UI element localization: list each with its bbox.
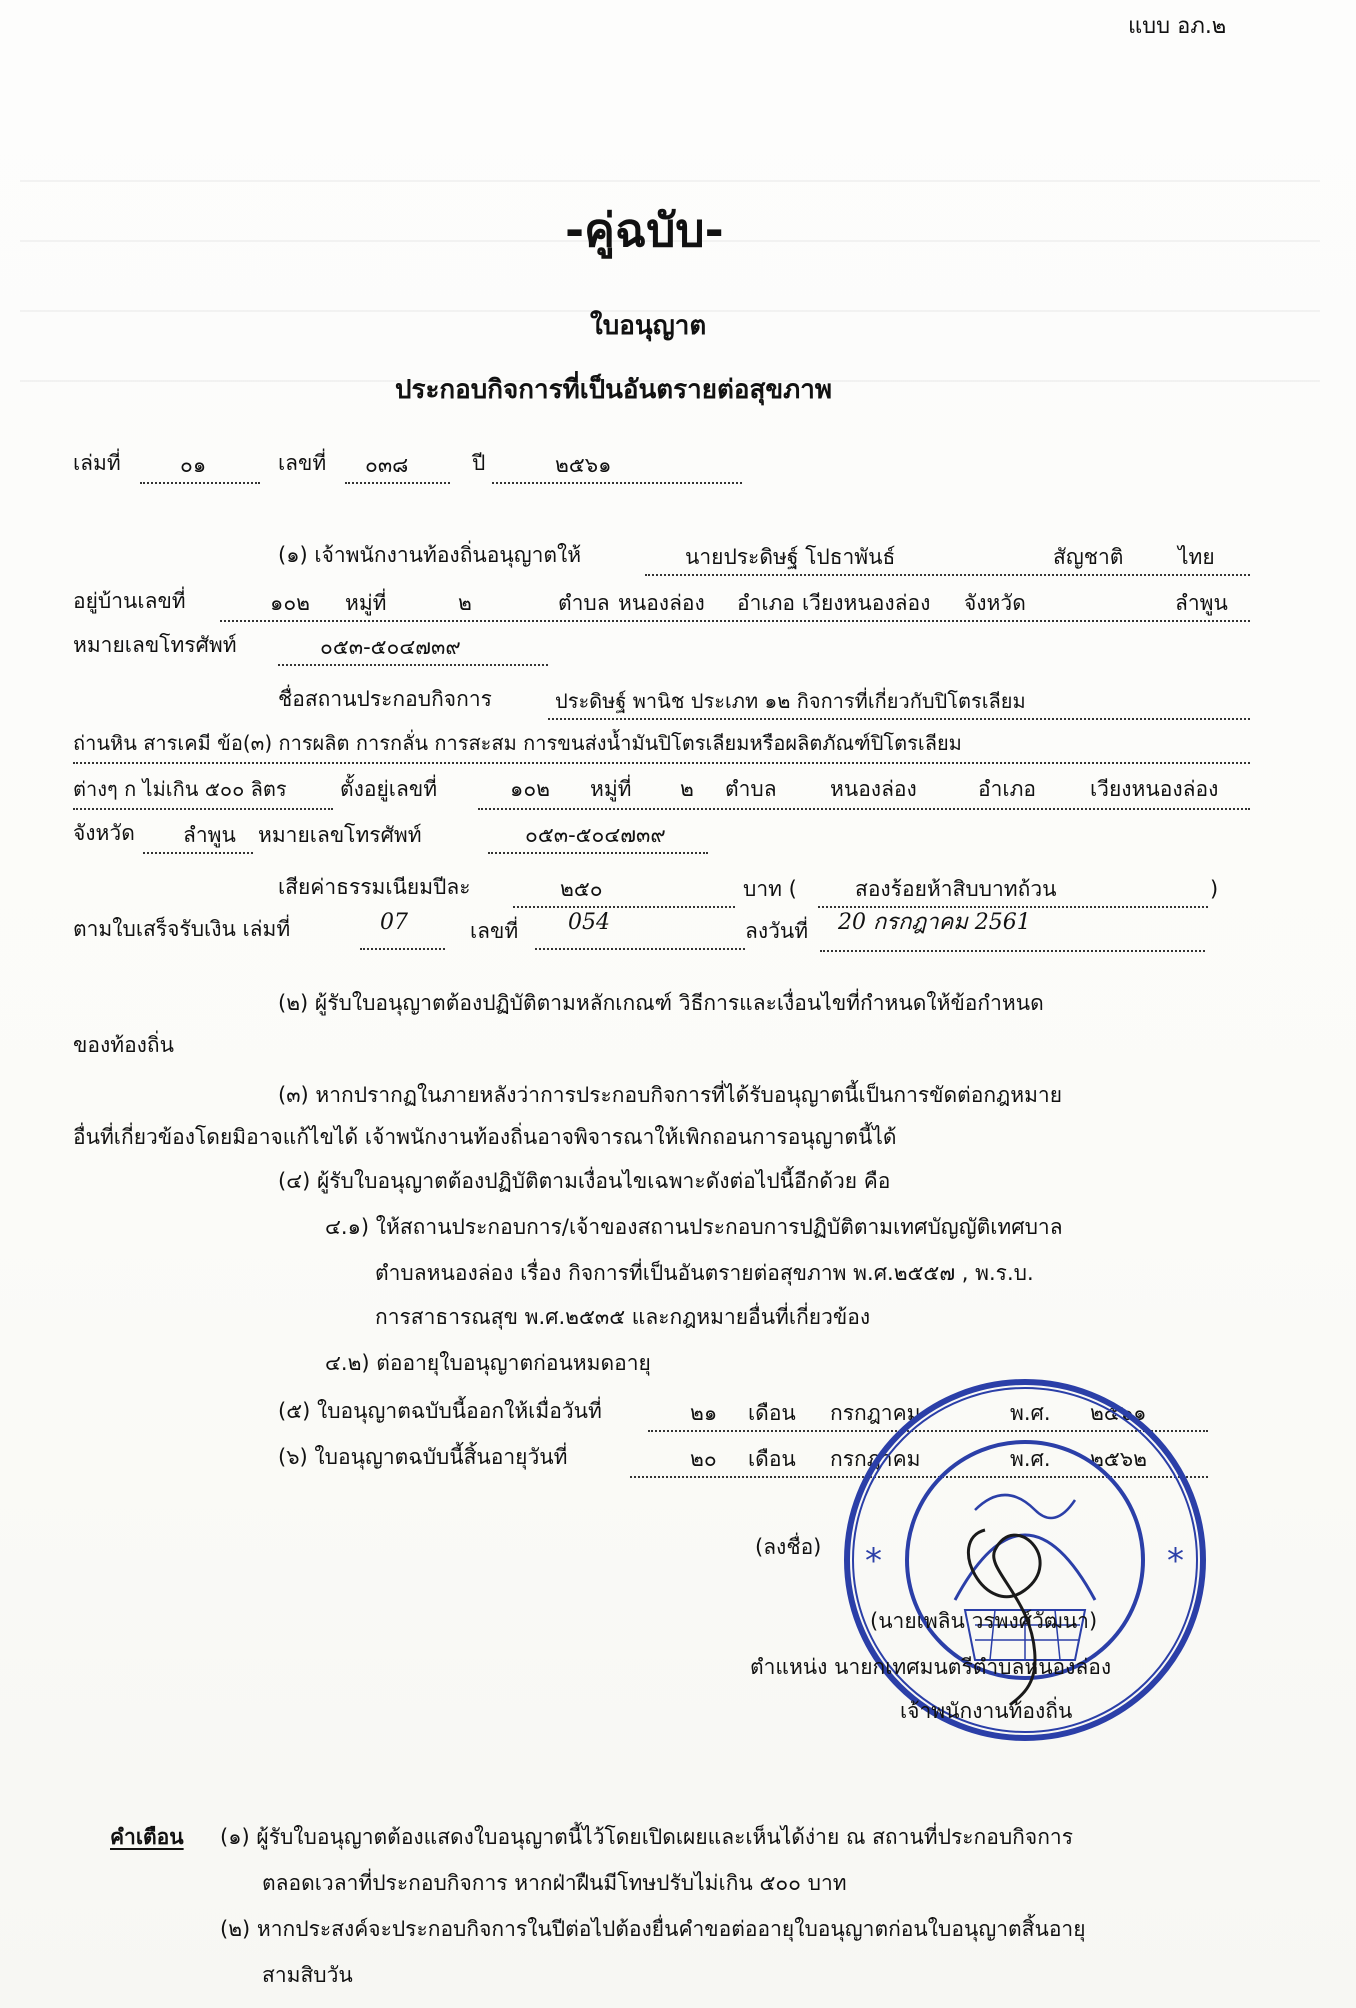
business-moo-label: หมู่ที่ — [590, 777, 632, 801]
para4-1-line1: ๔.๑) ให้สถานประกอบการ/เจ้าของสถานประกอบการปฏิบัติตามเทศบัญญัติเทศบาล — [325, 1215, 1063, 1239]
sign-label: (ลงชื่อ) — [755, 1535, 822, 1559]
svg-text:*: * — [865, 1541, 882, 1581]
moo-value: ๒ — [458, 591, 472, 615]
signer-role: เจ้าพนักงานท้องถิ่น — [900, 1699, 1073, 1723]
para3-line2: อื่นที่เกี่ยวข้องโดยมิอาจแก้ไขได้ เจ้าพนักงานท้องถิ่นอาจพิจารณาให้เพิกถอนการอนุญาตนี้ได้ — [73, 1125, 897, 1149]
warning-2-line2: สามสิบวัน — [262, 1963, 353, 1987]
business-province-label: จังหวัด — [73, 821, 135, 845]
business-line2: ถ่านหิน สารเคมี ข้อ(๓) การผลิต การกลั่น การสะสม การขนส่งน้ำมันปิโตรเลียมหรือผลิตภัณฑ์ปิโตรเลียม — [73, 731, 962, 755]
signer-position: ตำแหน่ง นายกเทศมนตรีตำบลหนองล่อง — [750, 1655, 1112, 1679]
phone-value: ๐๕๓-๕๐๔๗๓๙ — [320, 635, 461, 659]
form-code: แบบ อภ.๒ — [1128, 14, 1227, 39]
warning-1-line2: ตลอดเวลาที่ประกอบกิจการ หากฝ่าฝืนมีโทษปรับไม่เกิน ๕๐๐ บาท — [262, 1871, 847, 1895]
receipt-date-label: ลงวันที่ — [745, 919, 809, 943]
receipt-date: 20 กรกฎาคม 2561 — [838, 910, 1031, 935]
business-line3: ต่างๆ ก ไม่เกิน ๕๐๐ ลิตร — [73, 777, 287, 801]
business-amphoe-label: อำเภอ — [978, 777, 1037, 801]
receipt-no: 054 — [568, 910, 610, 935]
fee-underline — [513, 876, 735, 908]
house-label: อยู่บ้านเลขที่ — [73, 589, 186, 613]
svg-text:*: * — [1167, 1541, 1184, 1581]
licensee-name: นายประดิษฐ์ โปธาพันธ์ — [685, 545, 896, 569]
receipt-no-label: เลขที่ — [470, 919, 519, 943]
document-subtitle: ประกอบกิจการที่เป็นอันตรายต่อสุขภาพ — [395, 375, 832, 405]
business-tambon-label: ตำบล — [725, 777, 777, 801]
document-title: ใบอนุญาต — [590, 311, 707, 341]
business-line3-underline — [73, 778, 333, 810]
phone-label: หมายเลขโทรศัพท์ — [73, 633, 237, 657]
amphoe-value: เวียงหนองล่อง — [802, 591, 931, 615]
business-phone: ๐๕๓-๕๐๔๗๓๙ — [525, 823, 666, 847]
nationality-label: สัญชาติ — [1053, 545, 1124, 569]
province-value: ลำพูน — [1175, 591, 1228, 615]
warning-1-line1: (๑) ผู้รับใบอนุญาตต้องแสดงใบอนุญาตนี้ไว้โดยเปิดเผยและเห็นได้ง่าย ณ สถานที่ประกอบกิจการ — [220, 1825, 1073, 1849]
warning-label: คำเตือน — [110, 1825, 184, 1849]
para4-2: ๔.๒) ต่ออายุใบอนุญาตก่อนหมดอายุ — [325, 1351, 651, 1375]
issue-month: กรกฎาคม — [830, 1401, 921, 1425]
fee-close: ) — [1210, 877, 1219, 901]
business-province: ลำพูน — [183, 823, 236, 847]
expire-month: กรกฎาคม — [830, 1447, 921, 1471]
year-label: ปี — [472, 451, 486, 475]
copy-label: -คู่ฉบับ- — [565, 203, 724, 257]
fee-amount: ๒๕๐ — [560, 877, 603, 901]
book-value: ๐๑ — [180, 453, 207, 477]
business-phone-label: หมายเลขโทรศัพท์ — [258, 823, 422, 847]
moo-label: หมู่ที่ — [345, 591, 387, 615]
receipt-label: ตามใบเสร็จรับเงิน เล่มที่ — [73, 917, 291, 941]
amphoe-label: อำเภอ — [737, 591, 796, 615]
year-value: ๒๕๖๑ — [555, 453, 612, 477]
located-label: ตั้งอยู่เลขที่ — [340, 777, 438, 801]
expire-month-label: เดือน — [748, 1447, 796, 1471]
tambon-label: ตำบล — [558, 591, 610, 615]
business-line2-underline — [73, 732, 1250, 764]
business-house: ๑๐๒ — [510, 777, 550, 801]
expire-year: ๒๕๖๒ — [1090, 1447, 1147, 1471]
book-label: เล่มที่ — [73, 451, 121, 475]
fee-label: เสียค่าธรรมเนียมปีละ — [278, 875, 471, 899]
para3-line1: (๓) หากปรากฏในภายหลังว่าการประกอบกิจการที่ได้รับอนุญาตนี้เป็นการขัดต่อกฎหมาย — [278, 1083, 1063, 1107]
business-name: ประดิษฐ์ พานิช ประเภท ๑๒ กิจการที่เกี่ยวกับปิโตรเลียม — [555, 689, 1026, 713]
business-amphoe: เวียงหนองล่อง — [1090, 777, 1219, 801]
tambon-value: หนองล่อง — [618, 591, 705, 615]
house-value: ๑๐๒ — [270, 591, 310, 615]
para1-prefix: (๑) เจ้าพนักงานท้องถิ่นอนุญาตให้ — [278, 543, 582, 567]
receipt-no-underline — [535, 918, 745, 950]
para4-1-line2: ตำบลหนองล่อง เรื่อง กิจการที่เป็นอันตรายต่อสุขภาพ พ.ศ.๒๕๕๗ , พ.ร.บ. — [375, 1261, 1034, 1285]
para2-line2: ของท้องถิ่น — [73, 1033, 175, 1057]
para2-line1: (๒) ผู้รับใบอนุญาตต้องปฏิบัติตามหลักเกณฑ์ วิธีการและเงื่อนไขที่กำหนดให้ข้อกำหนด — [278, 991, 1044, 1015]
fee-unit-label: บาท ( — [743, 877, 797, 901]
expire-year-label: พ.ศ. — [1010, 1447, 1051, 1471]
issue-day: ๒๑ — [690, 1401, 718, 1425]
issue-year-label: พ.ศ. — [1010, 1401, 1051, 1425]
fee-amount-words: สองร้อยห้าสิบบาทถ้วน — [855, 877, 1057, 901]
business-moo: ๒ — [680, 777, 694, 801]
number-value: ๐๓๘ — [365, 453, 409, 477]
issue-label: (๕) ใบอนุญาตฉบับนี้ออกให้เมื่อวันที่ — [278, 1399, 602, 1423]
issue-year: ๒๕๖๑ — [1090, 1401, 1147, 1425]
para4: (๔) ผู้รับใบอนุญาตต้องปฏิบัติตามเงื่อนไขเฉพาะดังต่อไปนี้อีกด้วย คือ — [278, 1169, 891, 1193]
para4-1-line3: การสาธารณสุข พ.ศ.๒๕๓๕ และกฎหมายอื่นที่เกี่ยวข้อง — [375, 1305, 871, 1329]
number-label: เลขที่ — [278, 451, 327, 475]
province-label: จังหวัด — [964, 591, 1026, 615]
expire-label: (๖) ใบอนุญาตฉบับนี้สิ้นอายุวันที่ — [278, 1445, 568, 1469]
signer-name: (นายเพลิน วรพงศ์วัฒนา) — [870, 1609, 1098, 1633]
business-tambon: หนองล่อง — [830, 777, 917, 801]
year-underline — [492, 452, 742, 484]
nationality-value: ไทย — [1178, 545, 1215, 569]
issue-month-label: เดือน — [748, 1401, 796, 1425]
business-name-label: ชื่อสถานประกอบกิจการ — [278, 687, 492, 711]
receipt-book: 07 — [380, 910, 408, 935]
expire-day: ๒๐ — [690, 1447, 717, 1471]
warning-2-line1: (๒) หากประสงค์จะประกอบกิจการในปีต่อไปต้องยื่นคำขอต่ออายุใบอนุญาตก่อนใบอนุญาตสิ้นอายุ — [220, 1917, 1086, 1941]
